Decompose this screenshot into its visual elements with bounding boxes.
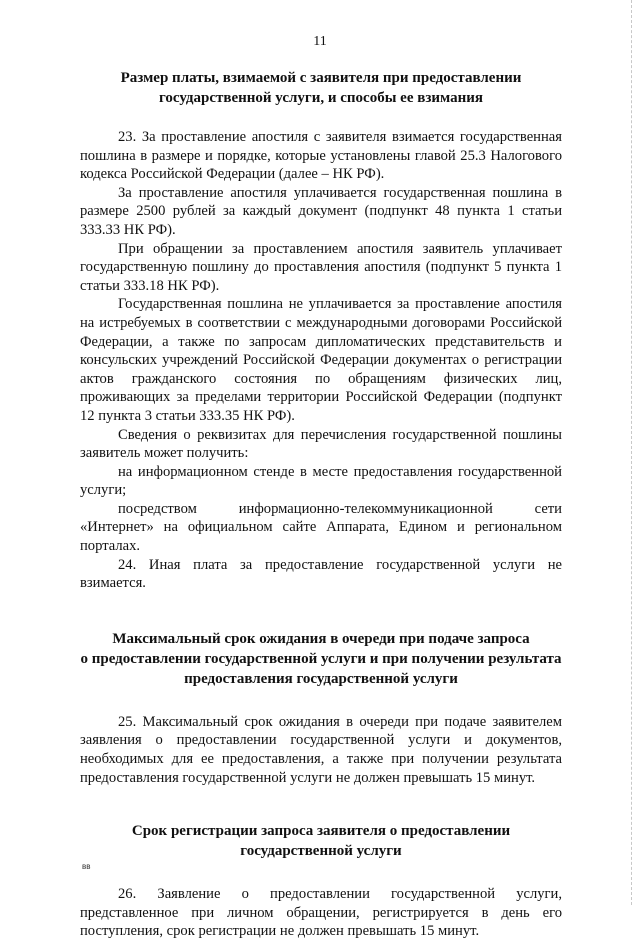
heading-line: государственной услуги xyxy=(240,843,402,860)
paragraph-fee-details: Сведения о реквизитах для перечисления государственной пошлины заявитель может получить: xyxy=(80,426,562,462)
heading-line: Срок регистрации запроса заявителя о предоставлении xyxy=(131,823,511,840)
paragraph-24: 24. Иная плата за предоставление государственной услуги не взимается. xyxy=(80,556,562,592)
paragraph-23: 23. За проставление апостиля с заявителя взимается государственная пошлина в размере и порядке, которые установлены главой 25.3 Налогового кодекса Российской Федерации (далее – НК РФ). xyxy=(80,129,562,183)
paragraph-fee-timing: При обращении за проставлением апостиля заявитель уплачивает государственную пошлину до проставления апостиля (подпункт 5 пункта 1 статьи 333.18 НК РФ). xyxy=(80,240,562,294)
paragraph-25: 25. Максимальный срок ожидания в очереди при подаче заявителем заявления о предоставлении государственной услуги и документов, необходимых для ее предоставления, а также при получении результата предоставления государственной услуги не должен превышать 15 минут. xyxy=(80,713,562,786)
heading-line: предоставления государственной услуги xyxy=(184,670,458,687)
section-registration-time xyxy=(80,821,562,941)
section-queue-time xyxy=(80,629,562,787)
heading-line: Размер платы, взимаемой с заявителя при предоставлении xyxy=(120,70,522,86)
section-heading-fee xyxy=(80,68,562,108)
page-number: 11 xyxy=(313,34,327,49)
heading-line: о предоставлении государственной услуги и при получении результата xyxy=(80,650,562,667)
paragraph-fee-amount: За проставление апостиля уплачивается государственная пошлина в размере 2500 рублей за каждый документ (подпункт 48 пункта 1 статьи 333.33 НК РФ). xyxy=(80,184,562,238)
list-item-info-stand: на информационном стенде в месте предоставления государственной услуги; xyxy=(80,463,562,499)
section-heading-queue-time xyxy=(80,629,562,689)
footer-mark: вв xyxy=(82,862,91,871)
section-fee xyxy=(80,68,562,593)
section-heading-registration-time xyxy=(80,821,562,861)
scan-page-edge xyxy=(630,0,632,905)
document-body xyxy=(80,68,562,941)
paragraph-fee-exemption: Государственная пошлина не уплачивается за проставление апостиля на истребуемых в соответствии с международными договорами Российской Федерации, а также по запросам дипломатических представительств и консульских учреждений Российской Федерации документах о регистрации актов гражданского состояния по обращениям физических лиц, проживающих за пределами территории Российской Федерации (подпункт 12 пункта 3 статьи 333.35 НК РФ). xyxy=(80,296,562,424)
list-item-internet: посредством информационно-телекоммуникационной сети «Интернет» на официальном сайте Аппарата, Едином и региональном порталах. xyxy=(80,500,562,555)
heading-line: Максимальный срок ожидания в очереди при подаче запроса xyxy=(112,630,530,647)
paragraph-26: 26. Заявление о предоставлении государственной услуги, представленное при личном обращении, регистрируется в день его поступления, срок регистрации не должен превышать 15 минут. xyxy=(80,886,562,940)
heading-line: государственной услуги, и способы ее взимания xyxy=(158,90,484,106)
